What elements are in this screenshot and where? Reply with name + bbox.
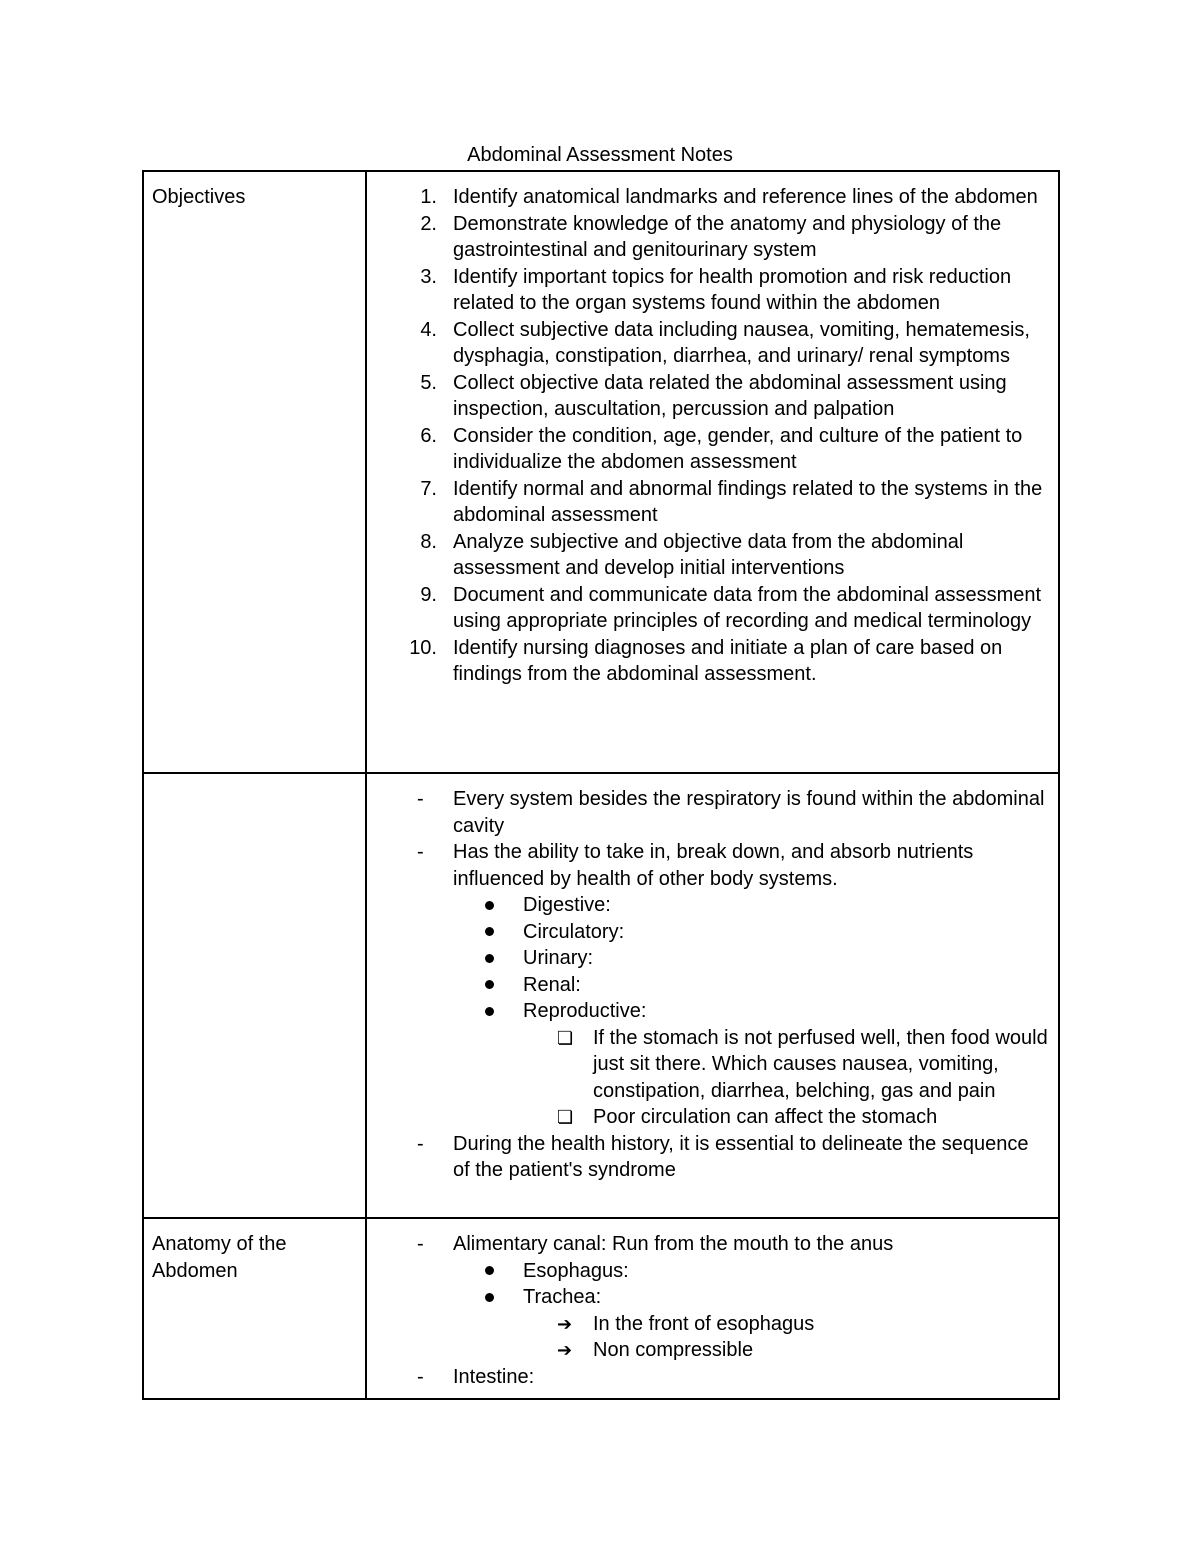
bullet-item <box>367 945 1048 972</box>
dash-item <box>367 839 1048 892</box>
bullet-item <box>367 1258 1048 1285</box>
dash-item <box>367 786 1048 839</box>
objectives-list <box>366 171 1059 773</box>
dash-marker: - <box>417 788 424 810</box>
dash-marker: - <box>417 841 424 863</box>
bullet-item <box>367 972 1048 999</box>
bullet-item <box>367 998 1048 1025</box>
sub-text: Non compressible <box>593 1339 754 1361</box>
row-label: Objectives <box>143 171 366 773</box>
objective-item <box>367 317 1048 370</box>
objective-item <box>367 211 1048 264</box>
dash-item <box>367 1131 1048 1184</box>
objective-item <box>367 423 1048 476</box>
checkbox-item <box>367 1104 1048 1131</box>
arrow-item <box>367 1311 1048 1338</box>
sub-text: Poor circulation can affect the stomach <box>593 1106 938 1128</box>
dash-marker: - <box>417 1132 424 1155</box>
list-number: 3. <box>420 265 437 288</box>
objective-text: Collect objective data related the abdominal assessment using inspection, auscultation, percussion and palpation <box>453 371 1007 420</box>
note-text: Has the ability to take in, break down, and absorb nutrients influenced by health of other body systems. <box>453 841 974 890</box>
dash-item <box>367 1364 1048 1391</box>
objective-text: Identify important topics for health promotion and risk reduction related to the organ systems found within the abdomen <box>453 265 1012 314</box>
objective-text: Demonstrate knowledge of the anatomy and physiology of the gastrointestinal and genitourinary system <box>453 212 1002 261</box>
arrow-item <box>367 1337 1048 1364</box>
list-number: 10. <box>409 636 437 659</box>
systems-notes <box>366 773 1059 1218</box>
list-number: 4. <box>420 318 437 341</box>
bullet-icon <box>485 1266 494 1275</box>
arrow-icon: ➔ <box>557 1313 573 1334</box>
anatomy-notes <box>366 1218 1059 1399</box>
bullet-text: Urinary: <box>523 947 594 969</box>
page-title: Abdominal Assessment Notes <box>467 144 733 166</box>
sub-text: If the stomach is not perfused well, then food would just sit there. Which causes nausea, vomiting, constipation, diarrhea, belching, gas and pain <box>593 1026 1048 1102</box>
bullet-icon <box>485 927 494 936</box>
bullet-text: Renal: <box>523 973 581 996</box>
objective-item <box>367 184 1048 211</box>
objective-item <box>367 635 1048 688</box>
note-text: During the health history, it is essential to delineate the sequence of the patient's syndrome <box>453 1132 1029 1181</box>
bullet-item <box>367 1284 1048 1311</box>
checkbox-icon: ❏ <box>557 1027 574 1048</box>
notes-table <box>142 170 1060 1400</box>
objective-item <box>367 529 1048 582</box>
checkbox-item <box>367 1025 1048 1105</box>
bullet-icon <box>485 901 494 910</box>
objective-text: Identify anatomical landmarks and reference lines of the abdomen <box>453 186 1038 208</box>
bullet-text: Digestive: <box>523 894 611 916</box>
sub-text: In the front of esophagus <box>593 1312 815 1335</box>
bullet-icon <box>485 954 494 963</box>
note-text: Intestine: <box>453 1365 535 1388</box>
table-row-anatomy <box>143 1218 1059 1399</box>
bullet-text: Circulatory: <box>523 920 625 943</box>
arrow-icon: ➔ <box>557 1340 573 1360</box>
objective-text: Collect subjective data including nausea, vomiting, hematemesis, dysphagia, constipation, diarrhea, and urinary/ renal symptoms <box>453 318 1030 367</box>
bullet-text: Reproductive: <box>523 1000 647 1022</box>
table-row-objectives <box>143 171 1059 773</box>
bullet-text: Trachea: <box>523 1286 602 1308</box>
list-number: 5. <box>420 371 437 394</box>
objective-item <box>367 476 1048 529</box>
objective-item <box>367 370 1048 423</box>
objective-text: Analyze subjective and objective data from the abdominal assessment and develop initial interventions <box>453 530 964 579</box>
note-text: Alimentary canal: Run from the mouth to the anus <box>453 1233 894 1255</box>
dash-item <box>367 1231 1048 1258</box>
note-text: Every system besides the respiratory is found within the abdominal cavity <box>453 788 1045 837</box>
dash-marker: - <box>417 1233 424 1255</box>
objective-item <box>367 264 1048 317</box>
objective-text: Consider the condition, age, gender, and culture of the patient to individualize the abdomen assessment <box>453 424 1023 473</box>
objective-text: Identify normal and abnormal findings related to the systems in the abdominal assessment <box>453 477 1043 526</box>
objective-text: Identify nursing diagnoses and initiate a plan of care based on findings from the abdominal assessment. <box>453 636 1003 685</box>
list-number: 9. <box>420 583 437 606</box>
row-label: Anatomy of the Abdomen <box>143 1218 366 1399</box>
objective-text: Document and communicate data from the abdominal assessment using appropriate principles of recording and medical terminology <box>453 583 1042 632</box>
bullet-icon <box>485 1293 494 1302</box>
objective-item <box>367 582 1048 635</box>
checkbox-icon: ❏ <box>557 1107 574 1127</box>
bullet-icon <box>485 980 494 989</box>
bullet-item <box>367 892 1048 919</box>
list-number: 6. <box>420 424 437 447</box>
dash-marker: - <box>417 1365 424 1388</box>
list-number: 7. <box>420 477 437 500</box>
list-number: 1. <box>420 186 437 208</box>
row-label <box>143 773 366 1218</box>
table-row-systems <box>143 773 1059 1218</box>
list-number: 2. <box>420 212 437 235</box>
bullet-icon <box>485 1007 494 1016</box>
list-number: 8. <box>420 530 437 553</box>
bullet-text: Esophagus: <box>523 1259 629 1282</box>
bullet-item <box>367 919 1048 946</box>
